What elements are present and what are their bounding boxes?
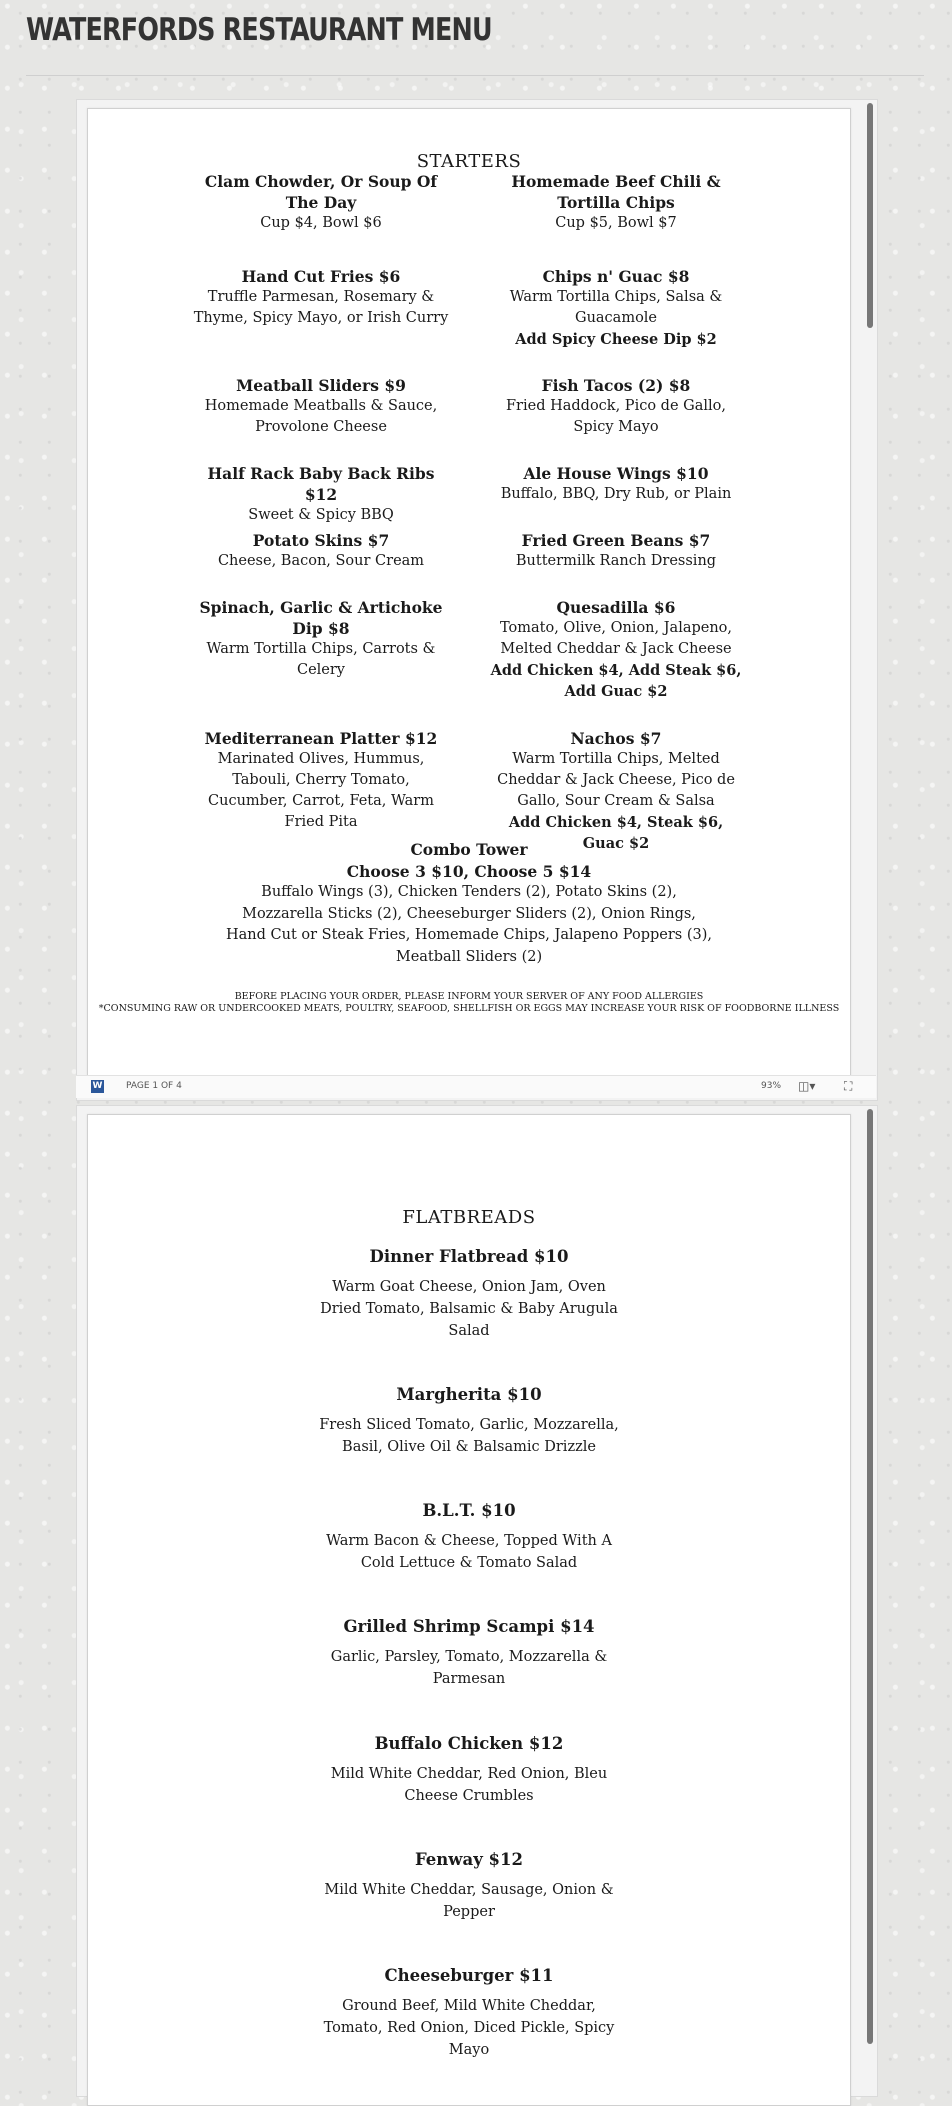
document-page (87, 1114, 851, 2106)
combo-desc-line: Meatball Sliders (2) (395, 948, 543, 965)
combo-name: Combo Tower (410, 840, 528, 859)
item-desc: Buffalo, BBQ, Dry Rub, or Plain (500, 486, 732, 502)
menu-item (486, 266, 746, 350)
viewer-scrollbar[interactable] (867, 1109, 873, 2044)
menu-item (88, 1617, 850, 1690)
item-desc: Cup $5, Bowl $7 (555, 215, 677, 231)
combo-desc-line: Hand Cut or Steak Fries, Homemade Chips, Jalapeno Poppers (3), (226, 927, 712, 943)
desc-line: Cold Lettuce & Tomato Salad (360, 1555, 578, 1571)
viewer-scrollbar[interactable] (867, 103, 873, 328)
item-name: Fish Tacos (2) $8 (541, 376, 691, 395)
combo-desc-line: Buffalo Wings (3), Chicken Tenders (2), Potato Skins (2), (261, 884, 677, 900)
menu-item (486, 171, 746, 234)
item-name: Half Rack Baby Back Ribs $12 (207, 464, 435, 504)
desc-line: Tomato, Red Onion, Diced Pickle, Spicy (323, 2020, 615, 2036)
combo-desc-line: Mozzarella Sticks (2), Cheeseburger Sliders (2), Onion Rings, (242, 905, 696, 922)
item-add-on: Add Chicken $4, Add Steak $6, Add Guac $2 (490, 662, 742, 700)
menu-item (191, 171, 451, 234)
item-name: Nachos $7 (570, 729, 662, 748)
document-viewer-page-2[interactable] (76, 1105, 878, 2097)
item-name: Chips n' Guac $8 (542, 267, 690, 286)
item-name: Spinach, Garlic & Artichoke Dip $8 (199, 598, 443, 638)
item-desc (88, 1414, 850, 1458)
item-desc: Tomato, Olive, Onion, Jalapeno, Melted Cheddar & Jack Cheese (499, 620, 733, 657)
desc-line: Basil, Olive Oil & Balsamic Drizzle (342, 1439, 596, 1455)
menu-item (191, 463, 451, 526)
item-add-on: Add Chicken $4, Steak $6, Guac $2 (508, 814, 724, 852)
item-desc: Warm Tortilla Chips, Carrots & Celery (206, 641, 436, 678)
item-name: Clam Chowder, Or Soup Of The Day (204, 172, 438, 212)
item-desc (88, 1879, 850, 1923)
desc-line: Dried Tomato, Balsamic & Baby Arugula (320, 1301, 618, 1317)
item-name: Margherita $10 (396, 1385, 542, 1404)
item-name: Buffalo Chicken $12 (374, 1734, 564, 1753)
desc-line: Mild White Cheddar, Red Onion, Bleu (330, 1766, 608, 1782)
item-add-on: Add Spicy Cheese Dip $2 (515, 331, 717, 348)
item-desc: Marinated Olives, Hummus, Tabouli, Cherry Tomato, Cucumber, Carrot, Feta, Warm Fried Pita (208, 751, 434, 830)
item-desc: Cup $4, Bowl $6 (260, 215, 382, 231)
desc-line: Pepper (443, 1904, 495, 1920)
item-desc (88, 1995, 850, 2061)
item-name: Homemade Beef Chili & Tortilla Chips (511, 172, 721, 212)
item-desc: Warm Tortilla Chips, Salsa & Guacamole (509, 289, 723, 326)
menu-item (88, 1734, 850, 1807)
combo-tower (88, 839, 850, 968)
foodborne-illness-notice: *CONSUMING RAW OR UNDERCOOKED MEATS, POULTRY, SEAFOOD, SHELLFISH OR EGGS MAY INCREASE YOUR RISK OF FOODBORNE ILLNESS (98, 1003, 840, 1014)
viewer-status-bar (76, 1075, 876, 1098)
desc-line: Garlic, Parsley, Tomato, Mozzarella & (330, 1649, 608, 1665)
view-mode-icon[interactable]: ◫▾ (798, 1079, 816, 1093)
item-name: Quesadilla $6 (556, 598, 676, 617)
menu-item (88, 1385, 850, 1458)
menu-item (191, 728, 451, 833)
item-name: B.L.T. $10 (422, 1501, 516, 1520)
site-title: WATERFORDS RESTAURANT MENU (26, 12, 492, 48)
desc-line: Ground Beef, Mild White Cheddar, (342, 1998, 596, 2014)
allergy-notices (88, 991, 850, 1015)
desc-line: Mayo (448, 2042, 490, 2058)
item-desc (88, 1276, 850, 1342)
word-icon: W (92, 1081, 103, 1091)
menu-item (486, 728, 746, 854)
item-name: Potato Skins $7 (252, 531, 390, 550)
desc-line: Warm Goat Cheese, Onion Jam, Oven (332, 1279, 606, 1295)
item-desc (88, 1763, 850, 1807)
document-page (87, 108, 851, 1080)
menu-item (486, 375, 746, 438)
item-desc: Truffle Parmesan, Rosemary & Thyme, Spicy Mayo, or Irish Curry (193, 289, 449, 326)
menu-item (486, 530, 746, 572)
menu-item (191, 375, 451, 438)
item-name: Meatball Sliders $9 (236, 376, 406, 395)
page-count: PAGE 1 OF 4 (126, 1081, 182, 1091)
item-name: Fenway $12 (415, 1850, 523, 1869)
item-desc: Homemade Meatballs & Sauce, Provolone Cheese (204, 398, 438, 435)
desc-line: Mild White Cheddar, Sausage, Onion & (324, 1882, 614, 1898)
item-desc: Warm Tortilla Chips, Melted Cheddar & Jack Cheese, Pico de Gallo, Sour Cream & Salsa (497, 751, 735, 809)
section-title-flatbreads: FLATBREADS (402, 1207, 536, 1228)
desc-line: Cheese Crumbles (404, 1788, 534, 1804)
item-desc (88, 1530, 850, 1574)
item-name: Dinner Flatbread $10 (369, 1247, 569, 1266)
item-name: Fried Green Beans $7 (521, 531, 711, 550)
item-name: Ale House Wings $10 (523, 464, 709, 483)
section-title-starters: STARTERS (416, 151, 522, 172)
menu-item (88, 1966, 850, 2061)
menu-item (486, 597, 746, 702)
menu-item (191, 530, 451, 572)
item-desc (88, 1646, 850, 1690)
desc-line: Parmesan (432, 1671, 506, 1687)
item-name: Hand Cut Fries $6 (241, 267, 401, 286)
item-desc: Cheese, Bacon, Sour Cream (217, 553, 425, 569)
item-desc: Sweet & Spicy BBQ (248, 507, 394, 523)
menu-item (88, 1501, 850, 1574)
document-viewer-page-1[interactable] (76, 99, 878, 1101)
item-desc: Buttermilk Ranch Dressing (515, 553, 717, 569)
fullscreen-icon[interactable]: ⛶ (844, 1079, 853, 1093)
desc-line: Fresh Sliced Tomato, Garlic, Mozzarella, (319, 1417, 619, 1433)
allergy-notice: BEFORE PLACING YOUR ORDER, PLEASE INFORM YOUR SERVER OF ANY FOOD ALLERGIES (234, 991, 704, 1002)
menu-item (191, 266, 451, 329)
combo-price: Choose 3 $10, Choose 5 $14 (346, 861, 592, 881)
menu-item (486, 463, 746, 505)
item-name: Cheeseburger $11 (384, 1966, 554, 1985)
desc-line: Warm Bacon & Cheese, Topped With A (326, 1533, 612, 1549)
item-name: Mediterranean Platter $12 (204, 729, 438, 748)
item-name: Grilled Shrimp Scampi $14 (343, 1617, 595, 1636)
menu-item (88, 1850, 850, 1923)
item-desc: Fried Haddock, Pico de Gallo, Spicy Mayo (506, 398, 726, 435)
desc-line: Salad (448, 1323, 490, 1339)
title-divider (26, 75, 924, 76)
menu-item (88, 1247, 850, 1342)
zoom-level[interactable]: 93% (761, 1081, 782, 1091)
menu-item (191, 597, 451, 681)
